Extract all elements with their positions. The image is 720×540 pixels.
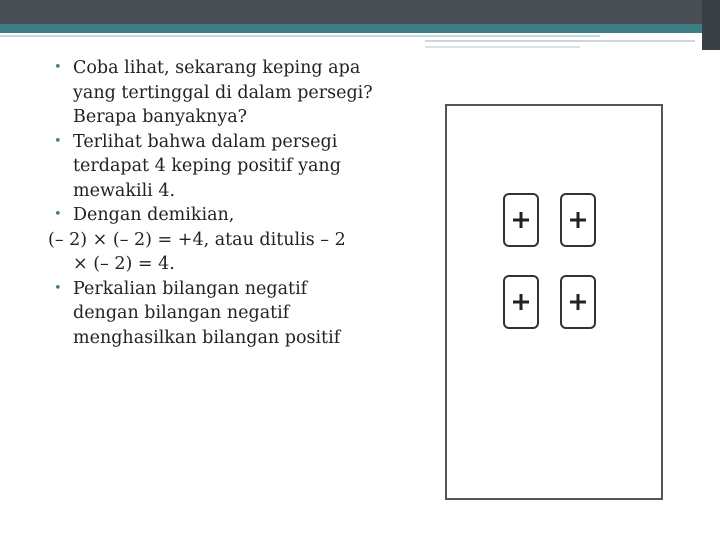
equation-line: (– 2) × (– 2) = +4, atau ditulis – 2 xyxy=(48,229,346,250)
equation-line: × (– 2) = 4. xyxy=(73,254,175,274)
bullet-text: Perkalian bilangan negatif dengan bilangan negatif menghasilkan bilangan positif xyxy=(73,278,341,348)
bullet-item xyxy=(48,130,378,204)
bullet-icon: • xyxy=(54,60,62,75)
plus-icon xyxy=(568,210,588,230)
bullet-item xyxy=(48,203,378,228)
plus-icon xyxy=(511,292,531,312)
persegi-box xyxy=(445,104,663,500)
header-divider-line xyxy=(0,35,600,37)
bullet-text: Dengan demikian, xyxy=(73,205,235,225)
header-accent-bar xyxy=(0,24,720,33)
positive-chip xyxy=(560,193,596,247)
bullet-item xyxy=(48,56,378,130)
bullet-item xyxy=(48,277,378,351)
header-divider-line xyxy=(425,46,580,48)
slide-text-body xyxy=(48,56,378,350)
plus-icon xyxy=(568,292,588,312)
header-bar xyxy=(0,0,720,26)
bullet-text: Terlihat bahwa dalam persegi terdapat 4 keping positif yang mewakili 4. xyxy=(73,131,341,201)
positive-chip xyxy=(503,275,539,329)
header-divider-line xyxy=(425,40,695,42)
bullet-text: Coba lihat, sekarang keping apa yang tertinggal di dalam persegi? Berapa banyaknya? xyxy=(73,58,373,127)
positive-chip xyxy=(503,193,539,247)
bullet-icon: • xyxy=(54,133,62,149)
header-corner-block xyxy=(702,0,720,50)
bullet-icon: • xyxy=(54,207,62,222)
bullet-icon: • xyxy=(54,280,62,296)
positive-chip xyxy=(560,275,596,329)
plus-icon xyxy=(511,210,531,230)
